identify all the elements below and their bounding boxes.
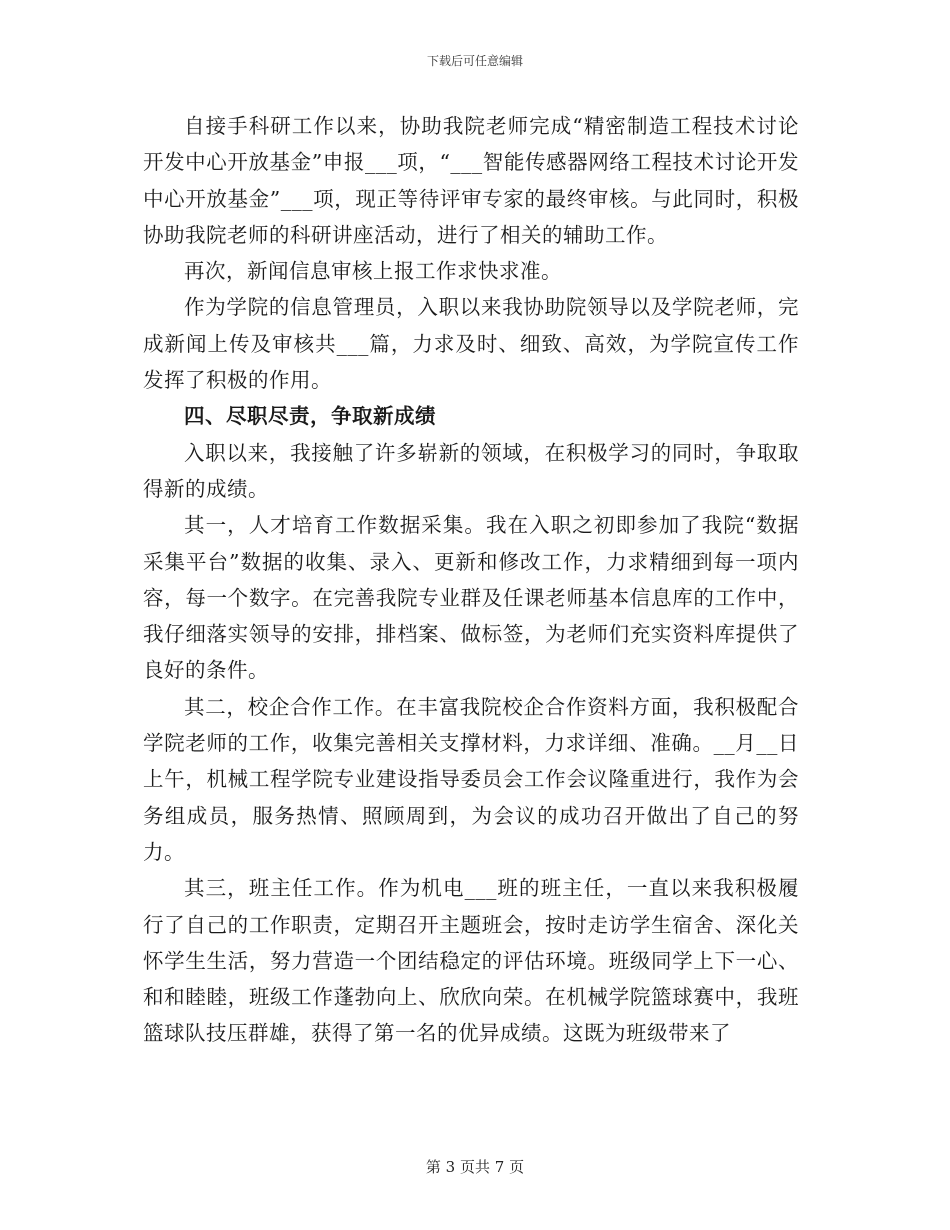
page-number-footer: 第 3 页共 7 页 [425, 1158, 525, 1176]
paragraph-new-fields: 入职以来，我接触了许多崭新的领域，在积极学习的同时，争取取得新的成绩。 [143, 440, 799, 501]
page-header: 下载后可任意编辑 [426, 54, 523, 68]
paragraph-data-collection: 其一，人才培育工作数据采集。我在入职之初即参加了我院“数据采集平台”数据的收集、录入、更新和修改工作，力求精细到每一项内容，每一个数字。在完善我院专业群及任课老师基本信息库的工作中，我仔细落实领导的安排，排档案、做标签，为老师们充实资料库提供了良好的条件。 [143, 513, 799, 683]
paragraph-class-teacher: 其三，班主任工作。作为机电___班的班主任，一直以来我积极履行了自己的工作职责，定期召开主题班会，按时走访学生宿舍、深化关怀学生生活，努力营造一个团结稳定的评估环境。班级同学上下一心、和和睦睦，班级工作蓬勃向上、欣欣向荣。在机械学院篮球赛中，我班篮球队技压群雄，获得了第一名的优异成绩。这既为班级带来了 [143, 876, 799, 1046]
paragraph-school-enterprise: 其二，校企合作工作。在丰富我院校企合作资料方面，我积极配合学院老师的工作，收集完善相关支撑材料，力求详细、准确。__月__日上午，机械工程学院专业建设指导委员会工作会议隆重进行，我作为会务组成员，服务热情、照顾周到，为会议的成功召开做出了自己的努力。 [143, 694, 799, 864]
section-heading-four: 四、尽职尽责，争取新成绩 [184, 404, 436, 429]
document-body [143, 108, 799, 1052]
paragraph-info-manager: 作为学院的信息管理员，入职以来我协助院领导以及学院老师，完成新闻上传及审核共___篇，力求及时、细致、高效，为学院宣传工作发挥了积极的作用。 [143, 295, 799, 393]
paragraph-research-work: 自接手科研工作以来，协助我院老师完成“精密制造工程技术讨论开发中心开放基金”申报___项，“___智能传感器网络工程技术讨论开发中心开放基金”___项，现正等待评审专家的最终审核。与此同时，积极协助我院老师的科研讲座活动，进行了相关的辅助工作。 [143, 114, 799, 247]
paragraph-news-review: 再次，新闻信息审核上报工作求快求准。 [184, 259, 562, 284]
